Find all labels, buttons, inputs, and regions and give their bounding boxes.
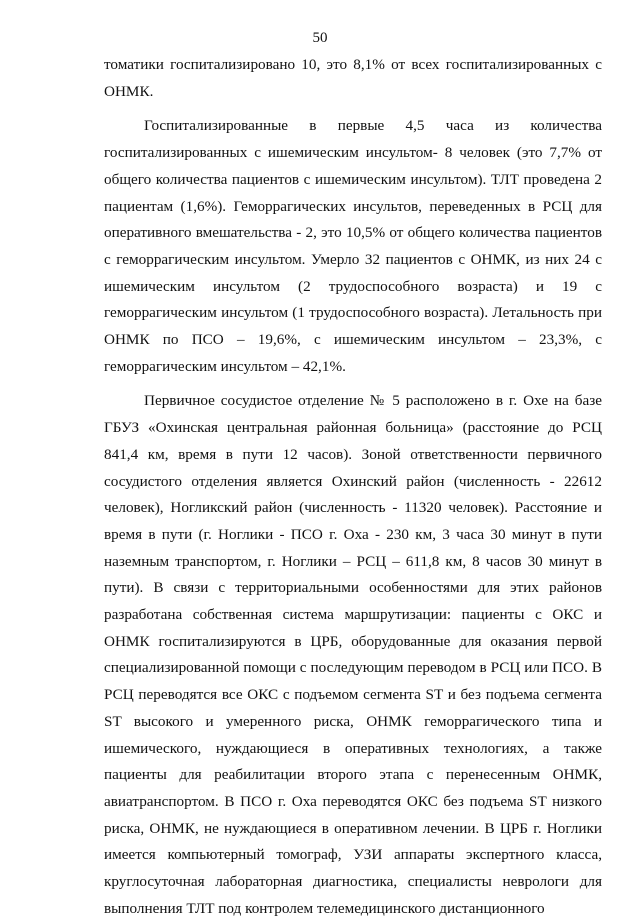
paragraph-2: Госпитализированные в первые 4,5 часа из количества госпитализированных с ишемическим инсультом- 8 человек (это 7,7% от общего количества пациентов с ишемическим инсультом). ТЛТ проведена 2 пациентам (1,6%). Геморрагических инсультов, переведенных в РСЦ для оперативного вмешательства - 2, это 10,5% от общего количества пациентов с геморрагическим инсультом. Умерло 32 пациентов с ОНМК, из них 24 с ишемическим инсультом (2 трудоспособного возраста) и 19 с геморрагическим инсультом (1 трудоспособного возраста). Летальность при ОНМК по ПСО – 19,6%, с ишемическим инсультом – 23,3%, с геморрагическим инсультом – 42,1%. bbox=[104, 117, 602, 375]
page-number: 50 bbox=[312, 30, 328, 46]
paragraph-3: Первичное сосудистое отделение № 5 расположено в г. Охе на базе ГБУЗ «Охинская центральная районная больница» (расстояние до РСЦ 841,4 км, время в пути 12 часов). Зоной ответственности первичного сосудистого отделения является Охинский район (численность - 22612 человек), Ногликский район (численность - 11320 человек). Расстояние и время в пути (г. Ноглики - ПСО г. Оха - 230 км, 3 часа 30 минут в пути наземным транспортом, г. Ноглики – РСЦ – 611,8 км, 8 часов 30 минут в пути). В связи с территориальными особенностями для этих районов разработана собственная система маршрутизации: пациенты с ОКС и ОНМК госпитализируются в ЦРБ, оборудованные для оказания первой специализированной помощи с последующим переводом в РСЦ или ПСО. В РСЦ переводятся все ОКС с подъемом сегмента ST и без подъема сегмента ST высокого и умеренного риска, ОНМК геморрагического типа и ишемического, нуждающиеся в оперативных технологиях, а также пациенты для реабилитации второго этапа с перенесенным ОНМК, авиатранспортом. В ПСО г. Оха переводятся ОКС без подъема ST низкого риска, ОНМК, не нуждающиеся в оперативном лечении. В ЦРБ г. Ноглики имеется компьютерный томограф, УЗИ аппараты экспертного класса, круглосуточная лабораторная диагностика, специалисты неврологи для выполнения ТЛТ под контролем телемедицинского дистанционного bbox=[104, 392, 602, 917]
paragraph-1: томатики госпитализировано 10, это 8,1% от всех госпитализированных с ОНМК. bbox=[104, 56, 602, 100]
document-body bbox=[104, 52, 602, 923]
